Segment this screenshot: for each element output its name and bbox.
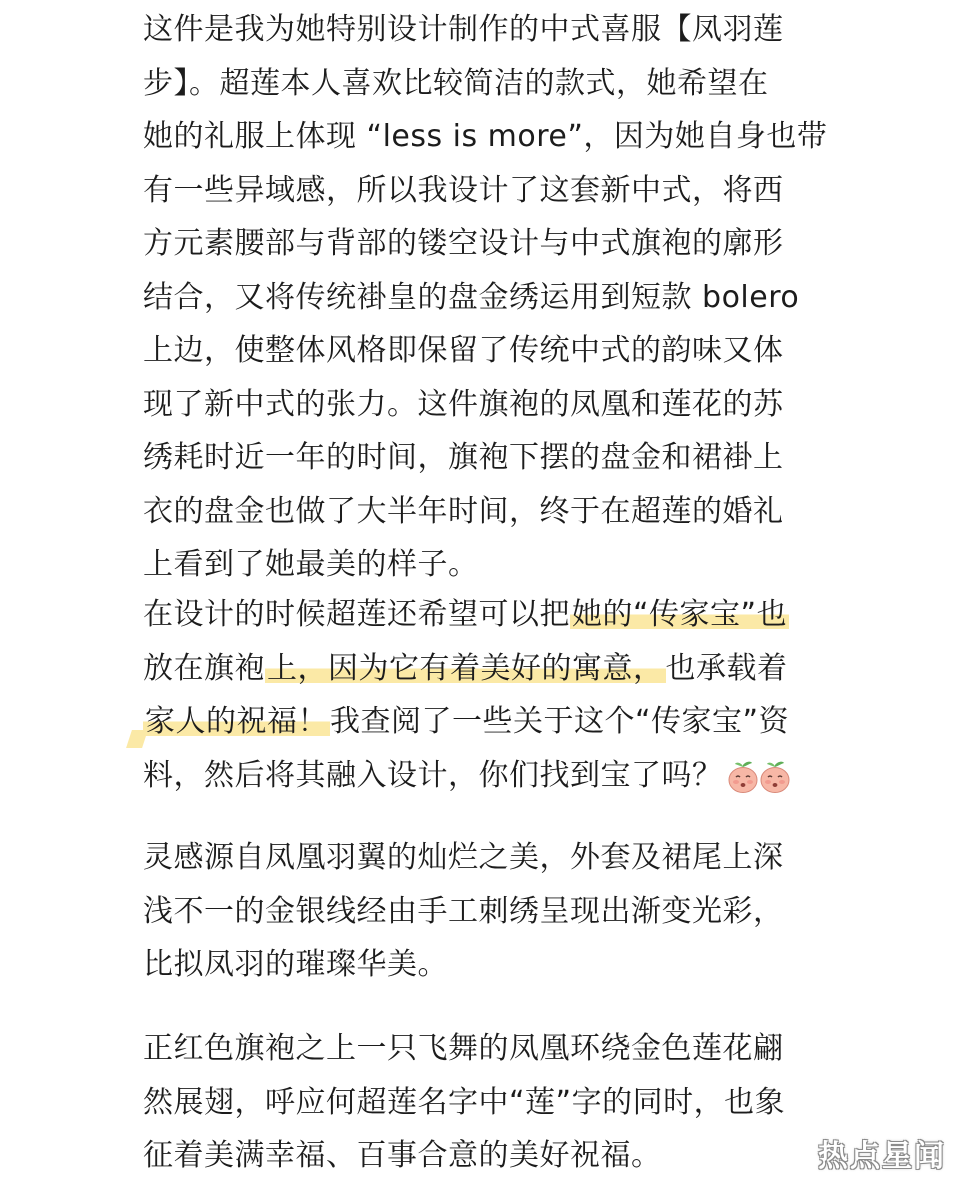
text-line: 现了新中式的张力。这件旗袍的凤凰和莲花的苏: [143, 386, 784, 422]
highlighted-text: 她的“传家宝”也: [572, 597, 788, 632]
text-line: 步】。超莲本人喜欢比较简洁的款式，她希望在: [143, 65, 769, 101]
text-line: 灵感源自凤凰羽翼的灿烂之美，外套及裙尾上深: [143, 840, 784, 875]
text-line: 绣耗时近一年的时间，旗袍下摆的盘金和裙褂上: [143, 440, 784, 475]
plain-text: 我查阅了一些关于这个“传家宝”资: [330, 704, 790, 739]
plain-text: 料，然后将其融入设计，你们找到宝了吗？: [143, 757, 723, 793]
text-line: [143, 695, 791, 749]
text-line: 然展翅，呼应何超莲名字中“莲”字的同时，也象: [143, 1084, 786, 1120]
text-line: 她的礼服上体现 “less is more”，因为她自身也带: [143, 119, 828, 154]
paragraph-1: [143, 3, 827, 592]
text-line: 这件是我为她特别设计制作的中式喜服【凤羽莲: [143, 12, 784, 47]
text-line: [143, 642, 791, 696]
text-line: 上看到了她最美的样子。: [143, 547, 479, 582]
text-line: 征着美满幸福、百事合意的美好祝福。: [143, 1138, 662, 1173]
text-line: 比拟凤羽的璀璨华美。: [143, 947, 448, 982]
text-line: 正红色旗袍之上一只飞舞的凤凰环绕金色莲花翩: [143, 1031, 784, 1066]
paragraph-2: [143, 588, 791, 802]
text-line: 有一些异域感，所以我设计了这套新中式，将西: [143, 172, 784, 208]
text-line: 浅不一的金银线经由手工刺绣呈现出渐变光彩，: [143, 893, 784, 929]
peach-face-icon: [759, 760, 791, 794]
emoji-group: [727, 749, 791, 803]
text-line: 方元素腰部与背部的镂空设计与中式旗袍的廓形: [143, 226, 784, 261]
text-line: 结合，又将传统褂皇的盘金绣运用到短款 bolero: [143, 279, 800, 315]
plain-text: 也承载着: [665, 650, 788, 686]
watermark: 热点星闻: [818, 1139, 946, 1174]
highlighted-text: 上，因为它有着美好的寓意，: [267, 650, 664, 686]
paragraph-3: [143, 831, 784, 992]
text-line: 上边，使整体风格即保留了传统中式的韵味又体: [143, 333, 784, 368]
paragraph-4: [143, 1022, 785, 1183]
peach-face-icon: [727, 760, 759, 794]
plain-text: 在设计的时候超莲还希望可以把: [143, 597, 570, 632]
text-line: 衣的盘金也做了大半年时间，终于在超莲的婚礼: [143, 493, 784, 529]
text-line: [143, 588, 791, 642]
plain-text: 放在旗袍: [143, 650, 265, 686]
text-line: [143, 749, 791, 803]
highlighted-text: 家人的祝福！: [145, 704, 328, 739]
